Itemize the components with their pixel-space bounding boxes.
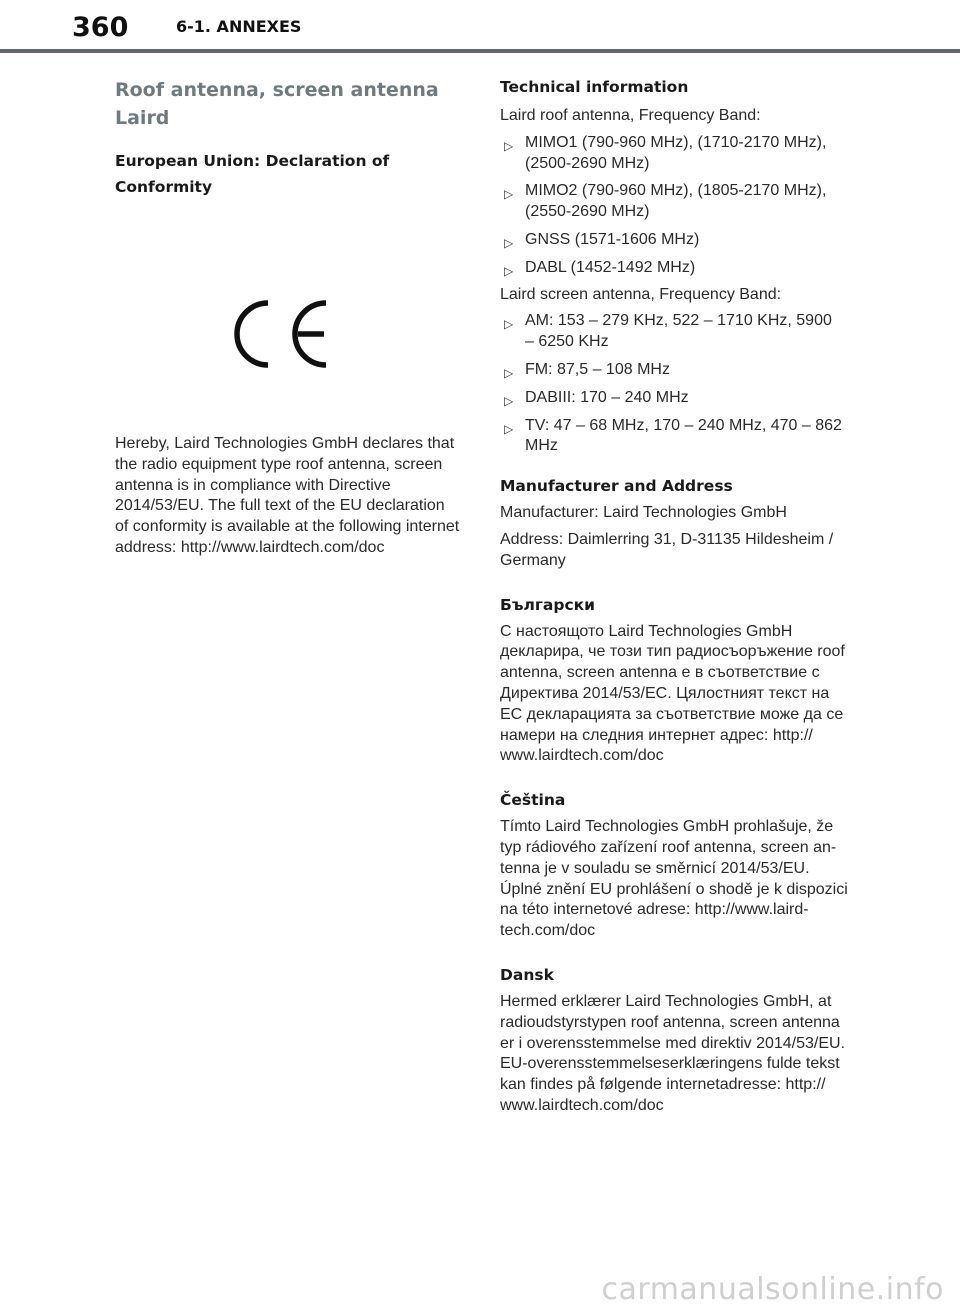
triangle-bullet-icon: ▷	[504, 421, 514, 436]
text-line: tenna je v souladu se směrnicí 2014/53/EU.	[500, 859, 810, 877]
bulgarian-text	[500, 622, 860, 768]
left-column	[115, 74, 465, 559]
list-item: ▷ AM: 153 – 279 KHz, 522 – 1710 KHz, 5900 – 6250 KHz	[504, 312, 832, 351]
triangle-bullet-icon: ▷	[504, 393, 514, 408]
address-line: Address: Daimlerring 31, D-31135 Hildesheim /	[500, 530, 834, 548]
list-item: ▷ MIMO2 (790-960 MHz), (1805-2170 MHz), (2550-2690 MHz)	[504, 182, 827, 221]
text-line: www.lairdtech.com/doc	[500, 747, 664, 765]
list-item: ▷ MIMO1 (790-960 MHz), (1710-2170 MHz), (2500-2690 MHz)	[504, 133, 827, 172]
ce-mark	[115, 200, 465, 410]
text-line: Úplné znění EU prohlášení o shodě je k dispozici	[500, 880, 848, 898]
text-line: EU-overensstemmelseserklæringens fulde tekst	[500, 1055, 840, 1073]
bulgarian-heading: Български	[500, 595, 596, 614]
text-line: ЕС декларацията за съответствие може да се	[500, 705, 844, 723]
triangle-bullet-icon: ▷	[504, 263, 514, 278]
header-divider	[0, 49, 960, 53]
triangle-bullet-icon: ▷	[504, 365, 514, 380]
manufacturer-heading: Manufacturer and Address	[500, 477, 733, 496]
text-line: radioudstyrstypen roof antenna, screen antenna	[500, 1013, 840, 1031]
right-column	[500, 74, 860, 1117]
text-line: декларира, че този тип радиосъоръжение roof	[500, 643, 845, 661]
roof-band-list	[500, 133, 860, 279]
list-item: ▷ GNSS (1571-1606 MHz)	[500, 230, 860, 251]
roof-antenna-intro: Laird roof antenna, Frequency Band:	[500, 107, 761, 124]
list-item: ▷ DABIII: 170 – 240 MHz	[500, 388, 860, 409]
danish-heading: Dansk	[500, 965, 554, 984]
list-item: ▷ DABL (1452-1492 MHz)	[500, 258, 860, 279]
declaration-heading: European Union: Declaration of Conformity	[115, 152, 390, 196]
text-line: Hermed erklærer Laird Technologies GmbH, at	[500, 992, 832, 1010]
triangle-bullet-icon: ▷	[504, 317, 514, 332]
section-label: 6-1. ANNEXES	[176, 17, 302, 36]
triangle-bullet-icon: ▷	[504, 235, 514, 250]
text-line: er i overensstemmelse med direktiv 2014/53/EU.	[500, 1034, 846, 1052]
declaration-line: address: http://www.lairdtech.com/doc	[115, 538, 385, 556]
declaration-line: 2014/53/EU. The full text of the EU declaration	[115, 497, 445, 515]
ce-mark-icon	[232, 295, 332, 373]
text-line: kan findes på følgende internetadresse: http://	[500, 1076, 826, 1094]
page-title: Roof antenna, screen antenna Laird	[115, 79, 439, 129]
text-line: na této internetové adrese: http://www.laird-	[500, 901, 809, 919]
danish-text	[500, 992, 860, 1117]
list-item: ▷ TV: 47 – 68 MHz, 170 – 240 MHz, 470 – 862 MHz	[504, 416, 842, 455]
watermark: carmanualsonline.info	[601, 1272, 944, 1307]
address-line: Germany	[500, 551, 566, 569]
text-line: намери на следния интернет адрес: http://	[500, 726, 813, 744]
declaration-line: Hereby, Laird Technologies GmbH declares that	[115, 435, 455, 452]
text-line: Директива 2014/53/ЕС. Цялостният текст на	[500, 684, 830, 702]
page-header	[0, 0, 960, 56]
declaration-paragraph	[115, 434, 465, 559]
list-item: ▷ FM: 87,5 – 108 MHz	[500, 360, 860, 381]
text-line: typ rádiového zařízení roof antenna, screen an-	[500, 838, 837, 856]
address-text	[500, 530, 860, 572]
triangle-bullet-icon: ▷	[504, 138, 514, 153]
manufacturer-text: Manufacturer: Laird Technologies GmbH	[500, 504, 787, 522]
text-line: www.lairdtech.com/doc	[500, 1096, 664, 1114]
text-line: С настоящото Laird Technologies GmbH	[500, 622, 793, 640]
text-line: antenna, screen antenna е в съответствие с	[500, 664, 820, 682]
screen-band-list	[500, 311, 860, 457]
page-number: 360	[72, 12, 129, 43]
text-line: tech.com/doc	[500, 922, 596, 940]
technical-heading: Technical information	[500, 78, 689, 96]
triangle-bullet-icon: ▷	[504, 187, 514, 202]
screen-antenna-intro: Laird screen antenna, Frequency Band:	[500, 285, 782, 303]
text-line: Tímto Laird Technologies GmbH prohlašuje, že	[500, 818, 834, 836]
declaration-line: antenna is in compliance with Directive	[115, 476, 391, 494]
czech-heading: Čeština	[500, 791, 566, 810]
czech-text	[500, 817, 860, 942]
declaration-line: of conformity is available at the following internet	[115, 518, 460, 536]
declaration-line: the radio equipment type roof antenna, screen	[115, 455, 443, 473]
